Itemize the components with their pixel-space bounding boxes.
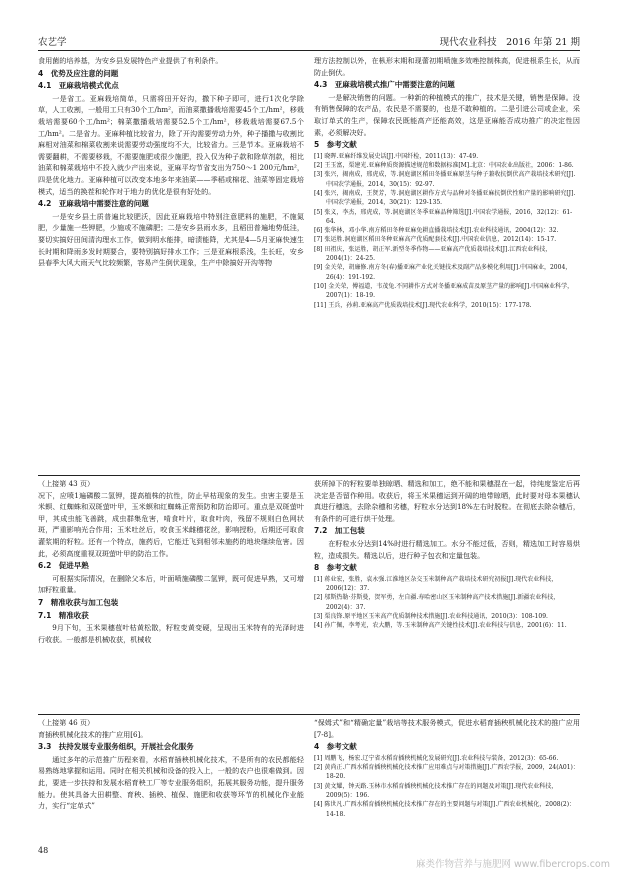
- reference-item: [7] 张运胜.洞庭湖区稻田冬种亚麻高产优质配套技术[J].中国农业信息，2012(14)：15-17.: [314, 236, 557, 244]
- reference-item: [4] 张兴，揭南成，王贤芳，等.洞庭湖区耕作方式与品种对冬播亚麻抗倒伏性和产量的影响研究[J].中国农学通报，2014，30(21)：129-135.: [314, 189, 576, 207]
- article1-right-text: [314, 55, 580, 151]
- journal-issue-label: 现代农业科技 2016 年第 21 期: [439, 37, 580, 48]
- reference-item: [2] 王玉富，栗建光.亚麻种质资源描述规范和数据标准[M].北京：中国农业出版社，2006：1-86.: [314, 162, 574, 170]
- body-paragraph: 一是省工。亚麻栽培简单，只需将田开好沟，撒下种子即可，进行1次化学除草，人工收割，一般用工只有30个工/hm²，而油菜撒播栽培需要45个工/hm²，移栽栽培需要60个工/hm²；棉菜撒播栽培需要52.5个工/hm²，移栽栽培需要67.5个工/hm²。二是省力。亚麻种植比较省力，除了开沟需要劳动力外，种子播撒与收割比麻相对油菜和棉菜收割来说需要劳动强度均不大，比较省力。三是节本。亚麻栽培不需要翻耕，不需要移栽，不需要施肥或很少施肥，投入仅为种子款和除草剂款，相比油菜和棉菜栽培中不投入就少产出来说，亚麻平均节省支出为750～1 200元/hm²，四是优化地力。亚麻种植可以改变本地多年来油菜——季稻或棉花、油菜等固定栽培模式，适当的换茬和轮作对于地力的优化是很有好处的。: [38, 93, 304, 196]
- body-paragraph: 9月下旬，玉米果穗苞叶枯黄松散，籽粒变黄变硬，呈现出玉米特有的光泽时进行收获。一般都是机械收获，机械收: [38, 623, 304, 644]
- article2-left-column: [38, 478, 304, 710]
- reference-item: [4] 孙广佩，李考光，农大鹏，等.玉米制种高产关键性技术[J].农业科技与信息，2001(6)：11.: [314, 622, 567, 630]
- site-watermark: 麻类作物营养与施肥网 www.fibercrops.com: [415, 859, 610, 870]
- body-paragraph: 育插秧机械化技术的推广应用[6]。: [38, 729, 148, 739]
- article3-right-column: [314, 717, 580, 839]
- body-paragraph: 获所掉下的籽粒要单独晾晒、精选和加工，绝不能和果穗混在一起，待纯度鉴定后再决定是否留作种用。收获后，将玉米果穗运到开阔的地带晾晒，此时要对母本果穗认真进行穗选，去除杂穗和劣穗，籽粒水分达到18%左右时脱粒。在彻底去除杂穗后，有条件的可进行烘干处理。: [314, 479, 580, 523]
- reference-item: [6] 张华林，邓小华.南方稻田冬种亚麻免耕直播栽培技术[J].农业科技通讯，2004(12)：32.: [314, 227, 559, 235]
- journal-section-label: 农艺学: [38, 37, 67, 48]
- reference-item: [9] 金关荣，胡廉修.南方冬(春)播亚麻产业化关键技术及副产品多模化利用[J].中国麻业，2004，26(4)：191-192.: [314, 264, 572, 281]
- article3-references: [314, 754, 580, 819]
- section-heading: 5 参考文献: [314, 140, 357, 150]
- section-heading: 7.1 精准收获: [38, 610, 89, 620]
- article3-left-column: [38, 717, 304, 839]
- body-paragraph: 一是解决销售的问题。一种新的种植模式的推广，技术是关键，销售是保障。没有销售保障的农产品，农民是不需要的，也是不敢种植的。二是引进公司或企业，采取订单式的生产，保障农民既能高产还能高效，这是亚麻能否成功推广的决定性因素，必须解决好。: [314, 92, 580, 137]
- reference-item: [2] 邬斯热勒·芬斯曼，贺军勇，左自疆.寿哈密山区玉米制种高产技术措施[J].新疆农业科技，2002(4)：37.: [314, 594, 560, 611]
- reference-item: [1] 周鹏飞，杨宏.辽宁省水稻育插秧机械化发展研究[J].农业科技与装备，2012(3)：65-66.: [314, 754, 559, 762]
- section-heading: 7 精准收获与加工包装: [38, 597, 119, 607]
- running-header: [38, 34, 580, 46]
- article1-references: [314, 152, 580, 310]
- section-heading: 4.1 亚麻栽培模式优点: [38, 81, 119, 91]
- reference-item: [10] 金关荣，傅福道，韦茂兔.不同耕作方式对冬播亚麻成苗及原茎产量的影响[J].中国麻业科学，2007(1)：18-19.: [314, 282, 574, 300]
- section-heading: 6.2 促进早熟: [38, 561, 89, 571]
- reference-item: [4] 陈世凡.广西水稻育插秧机械化技术推广存在的主要问题与对策[J].广西农业机械化，2008(2)：14-18.: [314, 801, 576, 818]
- body-paragraph: 理方法控制以外，在枞形末期和现蕾初期喷施多效唑控制株高，促进根系生长，从而防止倒伏。: [314, 56, 580, 77]
- header-rule: [38, 50, 580, 51]
- section-heading: 8 参考文献: [314, 563, 357, 573]
- section-heading: 4 参考文献: [314, 742, 357, 752]
- reference-item: [5] 张义，李杰，邢虎成，等.洞庭湖区冬季亚麻品种筛选[J].中国农学通报，2016，32(12)：61-64.: [314, 208, 573, 225]
- page-number: 48: [38, 846, 49, 855]
- reference-item: [3] 张兴，揭南成，邢虎成，等.洞庭湖区稻田冬播亚麻原茎与种子兼收抗倒伏高产栽培技术研究[J].中国农学通报，2014，30(15)：92-97.: [314, 171, 576, 188]
- section-divider-1: [38, 475, 580, 476]
- reference-item: [8] 田祖庆，张运胜，胡正军.新型冬季作物——亚麻高产优质栽培技术[J].江西农业科技，2004(1)：24-25.: [314, 245, 552, 263]
- body-paragraph: 可根据实际情况，在删除父本后，叶面喷施磷酸二氢钾，既可促进早熟，又可增加籽粒重量。: [38, 573, 304, 595]
- body-paragraph: 食用菌的培养基，为安乡县发展特色产业提供了有利条件。: [38, 56, 223, 65]
- body-paragraph: 况下，应喷1遍磷酸二氢钾，提高植株的抗性，防止早枯现象的发生。虫害主要是玉米螟、红蜘蛛和双斑萤叶甲，玉米螟和红蜘蛛正常预防和防治即可。重点是双斑萤叶甲，其成虫能飞善跳，成虫群集危害，啃食叶片，取食叶肉，残留不规则白色网状斑，严重影响光合作用；玉米吐丝后，咬食玉米雌穗花丝，影响授粉，后期还可取食灌浆期的籽粒。还有一个特点，施药后，它能迁飞到相邻未施药的地块继续危害。因此，必须高度重视双斑萤叶甲的防治工作。: [38, 490, 304, 558]
- reference-item: [2] 黄尚正.广西水稻育插秧机械化技术推广应用难点与对策措施[J].广西农学报，2009，24(A01)：18-20.: [314, 764, 579, 781]
- reference-item: [3] 栗良锋.原平地区玉米高产优质制种技术措施[J].农业科技通讯，2010(3)：108-109.: [314, 612, 548, 620]
- article2-right-text: [314, 478, 580, 574]
- section-heading: 4.3 亚麻栽培模式推广中需要注意的问题: [314, 80, 455, 90]
- body-paragraph: 在籽粒水分达到14%时进行精选加工。水分不能过低，否则，精选加工时容易烘粒，造成损失。精选以后，进行种子包衣和定量包装。: [314, 538, 580, 560]
- article1-left-column: [38, 55, 304, 471]
- section-heading: 7.2 加工包装: [314, 526, 365, 536]
- reference-item: [1] 蒋业宏，张胜，袁永强.江淮地区杂交玉米制种高产栽培技术研究初报[J].现代农业科技，2006(12)：37.: [314, 575, 558, 593]
- body-paragraph: 一是安乡县土质普遍比较肥沃，因此亚麻栽培中特别注意肥料的施肥，不施氮肥，少量施一些钾肥，少施或不施磷肥；二是安乡县雨水多，且稻田普遍地势低洼，要切实搞好田间清沟理水工作，做到明水能排，暗渍能降，尤其是4—5月亚麻快速生长时期和降雨多发时期要合，要特别搞好排水工作；三是亚麻根系浅，生长旺，安乡县春季大风大雨天气比较频繁，容易产生倒伏现象，生产中除搞好开沟等物: [38, 211, 304, 268]
- article2-right-column: [314, 478, 580, 710]
- section-heading: 3.3 扶持发展专业服务组织，开展社会化服务: [38, 742, 194, 752]
- continuation-note: （上接第 46 页）: [38, 718, 95, 727]
- article3-right-text: [314, 717, 580, 753]
- continuation-note: （上接第 43 页）: [38, 479, 95, 488]
- section-heading: 4 优势及应注意的问题: [38, 68, 119, 78]
- reference-item: [1] 晓晖.亚麻纤维发展史话[J].中国纤检，2011(13)：47-49.: [314, 152, 479, 160]
- body-paragraph: 通过多年的示范推广历程来看，水稻育插秧机械化技术，不是所有的农民都能轻易熟练地掌握和运用。同时在相关机械和设备的投入上，一般的农户也很难做到。因此，要进一步扶持和发展水稻育秧工厂等专业服务组织，拓展其服务功能，提升服务能力。使其具备大田耕整、育秧、插秧、植保、施肥和收获等环节的机械化作业能力，实行“定单式”: [38, 754, 304, 811]
- body-paragraph: “保姆式”和“精确定量”栽培等技术服务模式，促进水稻育插秧机械化技术的推广应用[7-8]。: [314, 718, 580, 739]
- reference-item: [3] 黄文耀，钟天路.玉林市水稻育插秧机械化技术推广存在的问题及对策[J].现代农业科技，2009(5)：196.: [314, 782, 558, 799]
- section-divider-2: [38, 714, 580, 715]
- article1-right-column: [314, 55, 580, 471]
- reference-item: [11] 王兵，孙莉.亚麻高产优质栽培技术[J].现代农业科学，2010(15)：177-178.: [314, 301, 532, 309]
- article2-references: [314, 575, 580, 631]
- section-heading: 4.2 亚麻栽培中需要注意的问题: [38, 199, 149, 209]
